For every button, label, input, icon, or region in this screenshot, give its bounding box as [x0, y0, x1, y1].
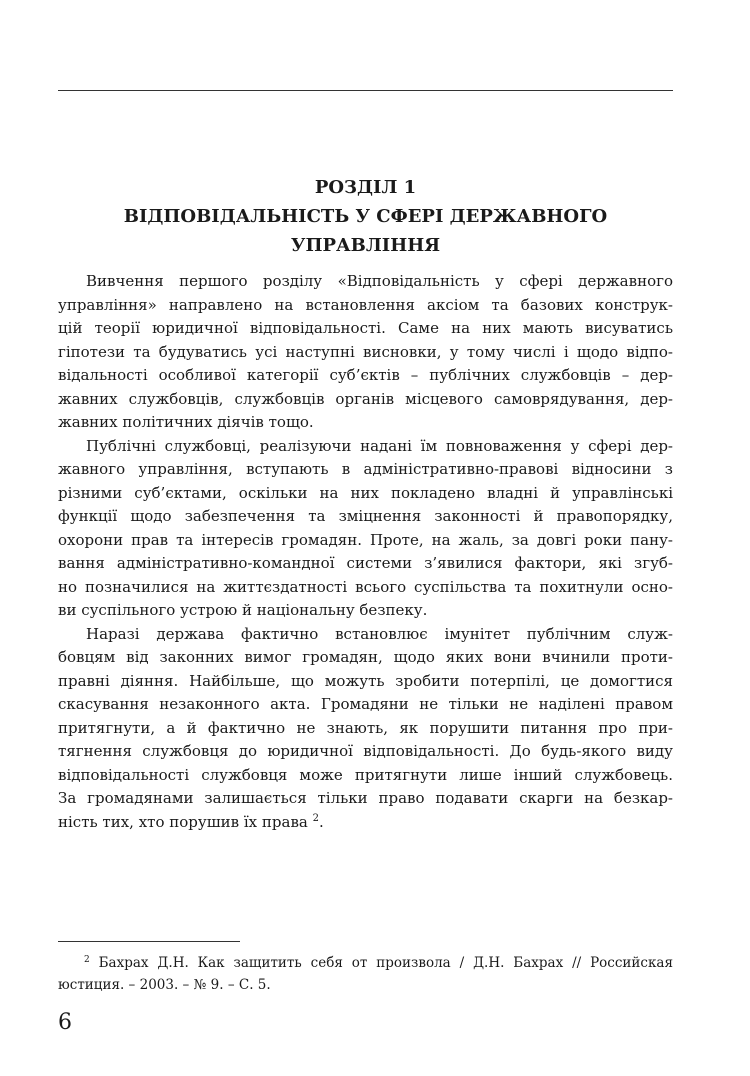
text-line: управління» направлено на встановлення аксіом та базових конструк- [58, 295, 673, 314]
chapter-title-line-1: ВІДПОВІДАЛЬНІСТЬ У СФЕРІ ДЕРЖАВНОГО [123, 206, 608, 227]
footnote-text: Бахрах Д.Н. Как защитить себя от произвола / Д.Н. Бахрах // Российская [98, 955, 673, 971]
text-line-with-footnote: ність тих, хто порушив їх права $^2$. [58, 812, 324, 831]
chapter-heading [58, 173, 673, 260]
text-line: відповідальності службовця може притягнути лише інший службовець. [58, 765, 673, 784]
paragraph-2 [58, 435, 673, 623]
text-line: но позначилися на життєздатності всього суспільства та похитнули осно- [58, 577, 673, 596]
text-line: тягнення службовця до юридичної відповідальності. До будь-якого виду [58, 742, 673, 760]
text-line: скасування незаконного акта. Громадяни не тільки не наділені правом [58, 695, 673, 713]
text-line: притягнути, а й фактично не знають, як порушити питання про при- [58, 718, 673, 737]
text-line: різними суб’єктами, оскільки на них покладено владні й управлінські [58, 483, 673, 502]
paragraph-1 [58, 270, 673, 435]
header-rule [58, 90, 673, 91]
footnote-marker: 2 [84, 955, 90, 965]
footnote-reference[interactable]: 2 [312, 812, 319, 824]
page-number: 6 [58, 1010, 72, 1035]
text-line: гіпотези та будуватись усі наступні висновки, у тому числі і щодо відпо- [58, 342, 673, 361]
text-line: охорони прав та інтересів громадян. Проте, на жаль, за довгі роки пану- [58, 530, 673, 549]
paragraph-3 [58, 623, 673, 835]
text-line: Публічні службовці, реалізуючи надані їм повноваження у сфері дер- [86, 436, 673, 455]
text-line: ність тих, хто порушив їх права [58, 812, 308, 831]
text-line: жавних політичних діячів тощо. [58, 413, 314, 431]
text-line: жавних службовців, службовців органів місцевого самоврядування, дер- [58, 389, 673, 408]
text-line: вання адміністративно-командної системи з’явилися фактори, які згуб- [58, 554, 673, 572]
text-line: цій теорії юридичної відповідальності. Саме на них мають висуватись [58, 319, 673, 337]
chapter-number: РОЗДІЛ 1 [314, 177, 417, 198]
footnote-rule [58, 941, 240, 942]
text-line: ви суспільного устрою й національну безпеку. [58, 601, 428, 619]
chapter-title-line-2: УПРАВЛІННЯ [290, 235, 441, 256]
text-line: відальності особливої категорії суб’єктів – публічних службовців – дер- [58, 366, 673, 384]
text-line: функції щодо забезпечення та зміцнення законності й правопорядку, [58, 507, 673, 525]
footnote-line-2: юстиция. – 2003. – № 9. – С. 5. [58, 977, 271, 993]
body-text [58, 270, 673, 834]
text-line: бовцям від законних вимог громадян, щодо яких вони вчинили проти- [58, 648, 673, 666]
text-line: Наразі держава фактично встановлює імунітет публічним служ- [86, 624, 673, 643]
footnote-line-1 [58, 952, 673, 974]
footnote [58, 952, 673, 996]
text-line: правні діяння. Найбільше, що можуть зробити потерпілі, це домогтися [58, 671, 673, 690]
text-line: жавного управління, вступають в адміністративно-правові відносини з [58, 460, 673, 478]
text-line: Вивчення першого розділу «Відповідальність у сфері державного [86, 272, 673, 290]
text-line: За громадянами залишається тільки право подавати скарги на безкар- [58, 789, 673, 807]
